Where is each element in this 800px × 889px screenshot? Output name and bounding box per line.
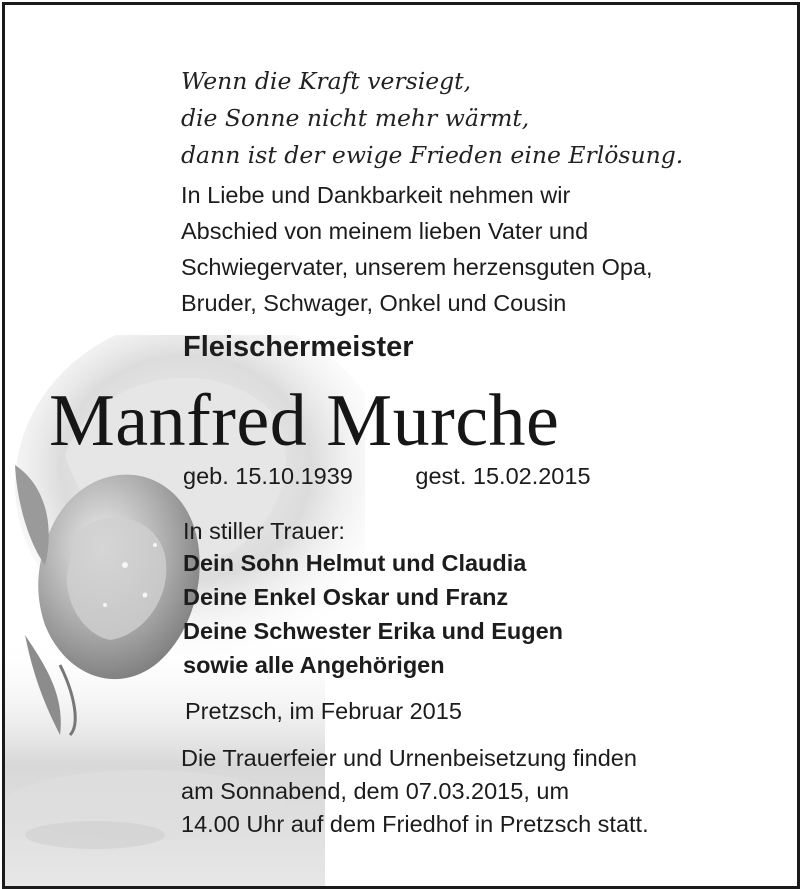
funeral-info bbox=[181, 742, 649, 841]
obituary-frame bbox=[2, 2, 800, 889]
place-date: Pretzsch, im Februar 2015 bbox=[185, 698, 462, 724]
funeral-line: Die Trauerfeier und Urnenbeisetzung finden bbox=[181, 745, 637, 771]
poem-line: dann ist der ewige Frieden eine Erlösung. bbox=[181, 141, 684, 169]
funeral-line: 14.00 Uhr auf dem Friedhof in Pretzsch statt. bbox=[181, 811, 649, 837]
poem-line: Wenn die Kraft versiegt, bbox=[181, 67, 472, 95]
deceased-name: Manfred Murche bbox=[49, 380, 560, 462]
intro-line: Abschied von meinem lieben Vater und bbox=[181, 218, 589, 244]
life-dates bbox=[183, 463, 591, 490]
mourners-list bbox=[183, 546, 563, 682]
mourning-label: In stiller Trauer: bbox=[183, 518, 345, 544]
intro-text bbox=[181, 177, 653, 321]
mourner-line: Deine Enkel Oskar und Franz bbox=[183, 584, 509, 610]
mourner-line: sowie alle Angehörigen bbox=[183, 652, 445, 678]
intro-line: Bruder, Schwager, Onkel und Cousin bbox=[181, 290, 567, 316]
deceased-title: Fleischermeister bbox=[183, 331, 414, 363]
birth-date: geb. 15.10.1939 bbox=[183, 463, 353, 489]
intro-line: In Liebe und Dankbarkeit nehmen wir bbox=[181, 182, 571, 208]
funeral-line: am Sonnabend, dem 07.03.2015, um bbox=[181, 778, 570, 804]
poem-line: die Sonne nicht mehr wärmt, bbox=[181, 104, 530, 132]
mourner-line: Deine Schwester Erika und Eugen bbox=[183, 618, 564, 644]
poem bbox=[181, 63, 683, 174]
intro-line: Schwiegervater, unserem herzensguten Opa, bbox=[181, 254, 653, 280]
mourner-line: Dein Sohn Helmut und Claudia bbox=[183, 550, 527, 576]
death-date: gest. 15.02.2015 bbox=[415, 463, 591, 489]
